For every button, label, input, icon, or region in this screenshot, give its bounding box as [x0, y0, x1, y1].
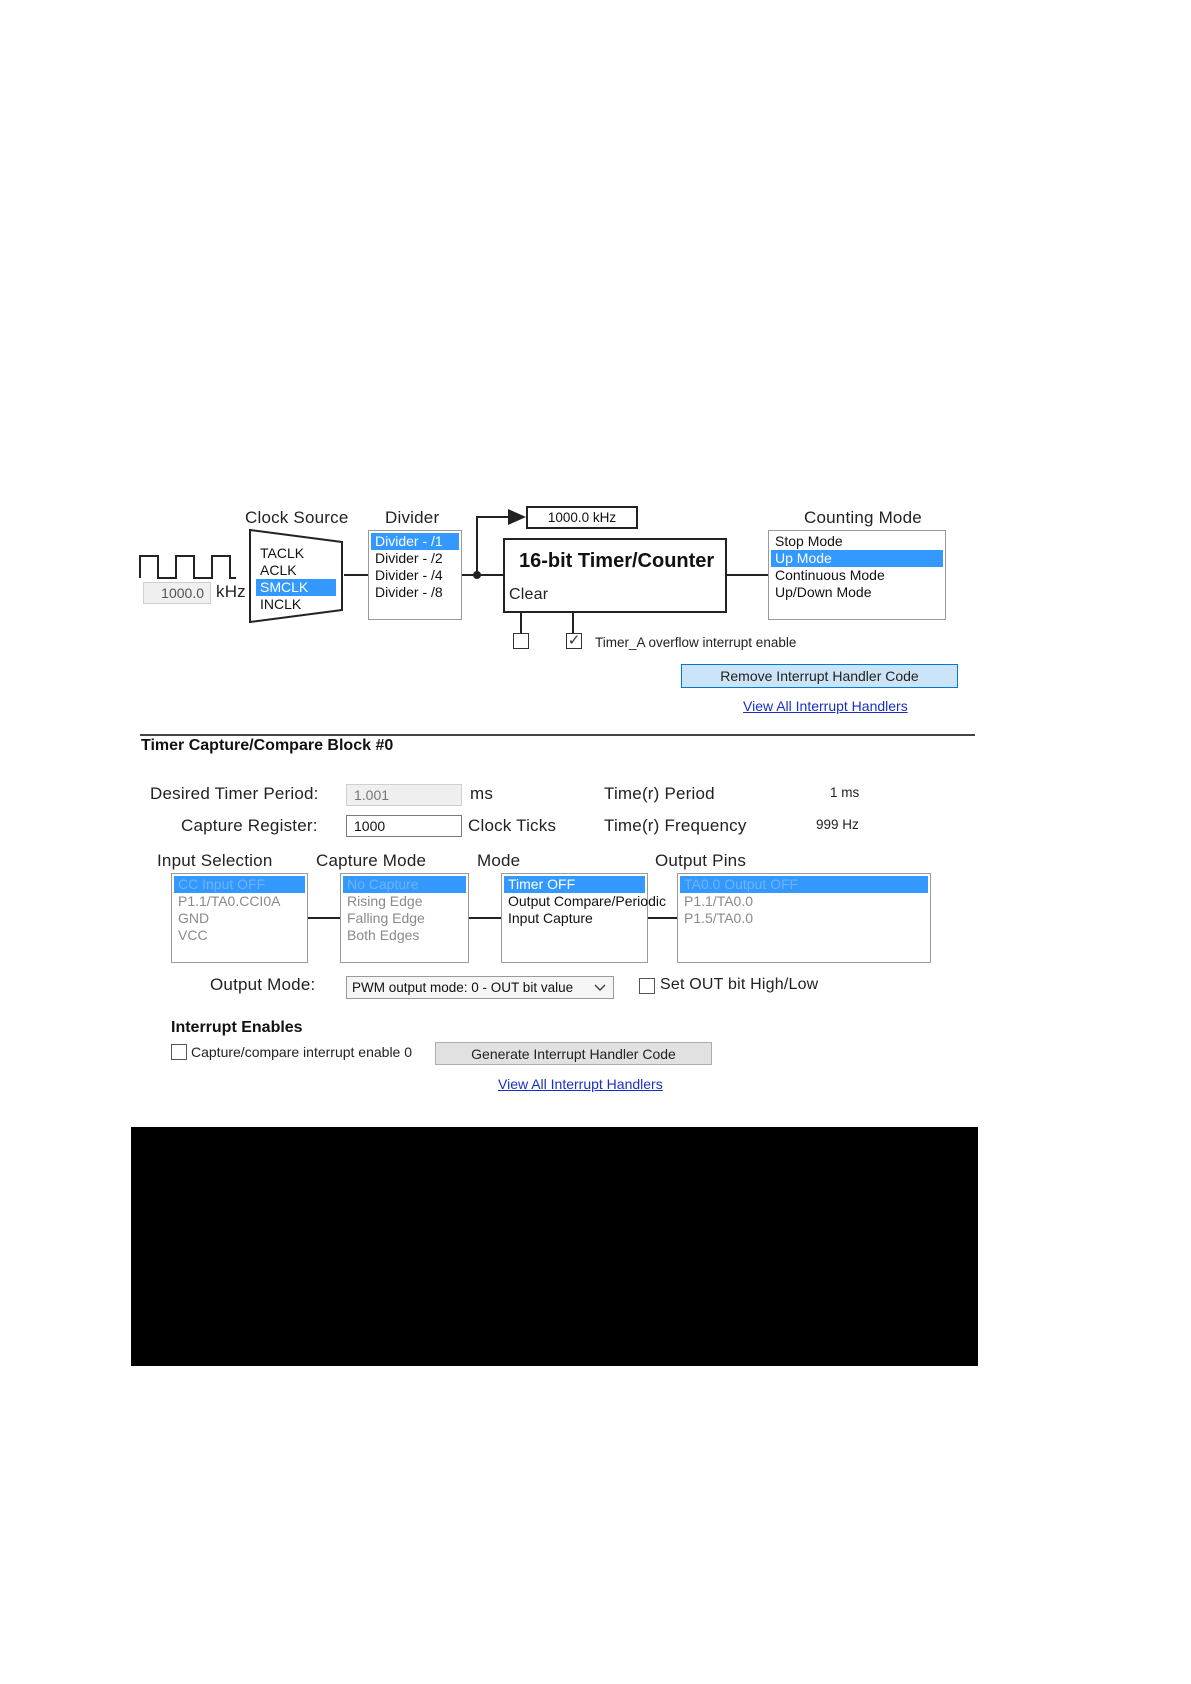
timer-clear-label: Clear: [509, 586, 549, 603]
input-selection-item[interactable]: P1.1/TA0.CCI0A: [178, 893, 281, 909]
input-selection-item-selected[interactable]: CC Input OFF: [174, 876, 305, 893]
view-all-interrupt-handlers-link[interactable]: View All Interrupt Handlers: [743, 698, 908, 714]
cc-interrupt-checkbox[interactable]: [171, 1044, 187, 1060]
output-mode-label: Output Mode:: [210, 975, 316, 994]
divider-item[interactable]: Divider - /2: [375, 550, 443, 566]
clock-frequency-unit: kHz: [216, 582, 246, 601]
cc-interrupt-label: Capture/compare interrupt enable 0: [191, 1044, 413, 1060]
clock-source-item[interactable]: ACLK: [260, 562, 297, 578]
set-out-bit-label: Set OUT bit High/Low: [660, 976, 819, 993]
mode-item-selected[interactable]: Timer OFF: [504, 876, 645, 893]
counting-mode-item[interactable]: Continuous Mode: [775, 567, 885, 583]
mode-item[interactable]: Output Compare/Periodic: [508, 893, 666, 909]
output-mode-value: PWM output mode: 0 - OUT bit value: [352, 980, 574, 995]
counting-mode-item[interactable]: Up/Down Mode: [775, 584, 872, 600]
overflow-interrupt-checkbox[interactable]: ✓: [567, 632, 581, 649]
connector-line: [520, 613, 522, 633]
counting-mode-label: Counting Mode: [804, 508, 922, 527]
overflow-interrupt-label: Timer_A overflow interrupt enable: [595, 635, 797, 650]
capture-register-unit: Clock Ticks: [468, 816, 557, 835]
capture-mode-label: Capture Mode: [316, 851, 427, 870]
capture-mode-item[interactable]: Falling Edge: [347, 910, 425, 926]
output-pins-item[interactable]: P1.5/TA0.0: [684, 910, 754, 926]
clock-source-item[interactable]: INCLK: [260, 596, 302, 612]
clock-waveform-icon: [138, 552, 238, 580]
connector-line: [308, 917, 340, 919]
desired-period-input[interactable]: 1.001: [346, 784, 462, 806]
capture-mode-list[interactable]: [340, 873, 469, 963]
divider-item-selected[interactable]: Divider - /1: [371, 533, 459, 550]
view-all-interrupt-handlers-link-2[interactable]: View All Interrupt Handlers: [498, 1076, 663, 1092]
output-pins-label: Output Pins: [655, 851, 747, 870]
input-selection-list[interactable]: [171, 873, 308, 963]
mode-list[interactable]: [501, 873, 666, 963]
clock-source-item-selected[interactable]: SMCLK: [256, 579, 336, 596]
redacted-panel: [131, 1127, 978, 1366]
divider-list[interactable]: [368, 530, 462, 620]
output-mode-select[interactable]: [346, 976, 614, 999]
mode-label: Mode: [477, 851, 521, 870]
capture-register-label: Capture Register:: [181, 816, 318, 835]
connector-line: [648, 917, 677, 919]
divider-label: Divider: [385, 508, 440, 527]
output-pins-item[interactable]: P1.1/TA0.0: [684, 893, 754, 909]
connector-line: [462, 574, 504, 576]
connector-line: [476, 516, 478, 576]
clock-frequency-field[interactable]: 1000.0: [143, 582, 211, 604]
capture-mode-item[interactable]: Both Edges: [347, 927, 420, 943]
timer-period-label: Time(r) Period: [604, 784, 715, 803]
desired-period-unit: ms: [470, 784, 494, 803]
desired-period-label: Desired Timer Period:: [150, 784, 319, 803]
counting-mode-item[interactable]: Stop Mode: [775, 533, 843, 549]
set-out-bit-checkbox[interactable]: [639, 978, 655, 994]
output-pins-list[interactable]: [677, 873, 931, 963]
section-divider: [140, 734, 975, 736]
input-selection-label: Input Selection: [157, 851, 273, 870]
output-pins-item-selected[interactable]: TA0.0 Output OFF: [680, 876, 928, 893]
mode-item[interactable]: Input Capture: [508, 910, 593, 926]
generate-interrupt-handler-button[interactable]: Generate Interrupt Handler Code: [435, 1042, 712, 1065]
clock-source-list[interactable]: [256, 544, 336, 612]
timer-clear-checkbox[interactable]: [513, 633, 529, 649]
arrow-right-icon: [508, 509, 526, 525]
timer-frequency-value: 999 Hz: [816, 817, 859, 832]
connector-line: [476, 516, 512, 518]
timer-counter-title: 16-bit Timer/Counter: [519, 550, 715, 572]
timer-period-value: 1 ms: [830, 785, 860, 800]
remove-interrupt-handler-button[interactable]: Remove Interrupt Handler Code: [681, 664, 958, 688]
ccblock-title: Timer Capture/Compare Block #0: [141, 737, 394, 754]
connector-line: [572, 613, 574, 633]
capture-mode-item-selected[interactable]: No Capture: [343, 876, 466, 893]
connector-line: [344, 574, 368, 576]
divider-item[interactable]: Divider - /8: [375, 584, 443, 600]
input-selection-item[interactable]: VCC: [178, 927, 208, 943]
interrupt-enables-heading: Interrupt Enables: [171, 1019, 303, 1036]
input-selection-item[interactable]: GND: [178, 910, 210, 926]
timer-frequency-label: Time(r) Frequency: [604, 816, 747, 835]
counting-mode-list[interactable]: [768, 530, 946, 620]
timer-output-frequency: 1000.0 kHz: [526, 506, 638, 529]
clock-source-item[interactable]: TACLK: [260, 545, 305, 561]
divider-item[interactable]: Divider - /4: [375, 567, 443, 583]
clock-source-label: Clock Source: [245, 508, 349, 527]
counting-mode-item-selected[interactable]: Up Mode: [771, 550, 943, 567]
connector-line: [727, 574, 769, 576]
capture-register-input[interactable]: 1000: [346, 815, 462, 837]
chevron-down-icon: [593, 983, 607, 993]
capture-mode-item[interactable]: Rising Edge: [347, 893, 423, 909]
connector-line: [469, 917, 501, 919]
